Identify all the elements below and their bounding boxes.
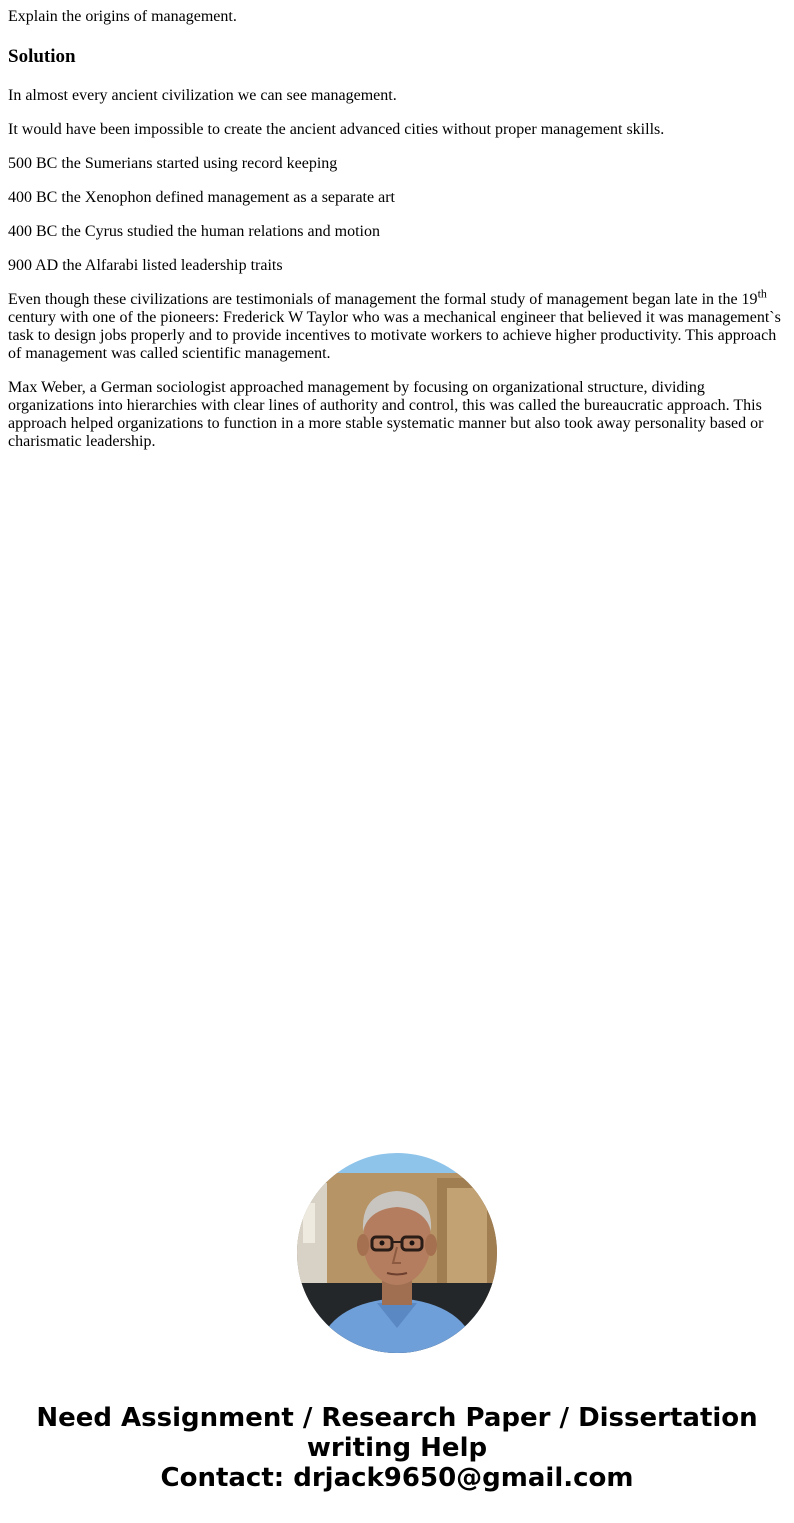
paragraph-weber: Max Weber, a German sociologist approached management by focusing on organizational structure, dividing organizations into hierarchies with clear lines of authority and control, this was called the bureaucratic approach. This approach helped organizations to function in a more stable systematic manner but also took away personality based or charismatic leadership. (8, 379, 764, 450)
footer-line-contact: Contact: drjack9650@gmail.com (160, 1463, 634, 1493)
solution-heading: Solution (8, 46, 76, 67)
paragraph-alfarabi: 900 AD the Alfarabi listed leadership traits (8, 257, 283, 274)
paragraph-cyrus: 400 BC the Cyrus studied the human relations and motion (8, 223, 380, 240)
paragraph-taylor (8, 286, 786, 363)
contact-footer (0, 1403, 794, 1493)
footer-line-assignment: Need Assignment / Research Paper / Dissertation (36, 1403, 758, 1433)
paragraph-taylor-start: Even though these civilizations are testimonials of management the formal study of management began late in the 19 (8, 291, 758, 308)
paragraph-intro: In almost every ancient civilization we can see management. (8, 87, 397, 104)
avatar (297, 1153, 497, 1353)
paragraph-ancient-cities: It would have been impossible to create the ancient advanced cities without proper management skills. (8, 121, 665, 138)
paragraph-sumerians: 500 BC the Sumerians started using record keeping (8, 155, 338, 172)
ordinal-superscript: th (757, 286, 767, 301)
question-text: Explain the origins of management. (8, 8, 237, 25)
document-body (8, 8, 786, 467)
person-portrait-icon (297, 1153, 497, 1353)
paragraph-taylor-end: century with one of the pioneers: Frederick W Taylor who was a mechanical engineer that believed it was management`s task to design jobs properly and to provide incentives to motivate workers to achieve higher productivity. This approach of management was called scientific management. (8, 309, 781, 362)
footer-line-writing-help: writing Help (306, 1433, 488, 1463)
paragraph-xenophon: 400 BC the Xenophon defined management as a separate art (8, 189, 395, 206)
